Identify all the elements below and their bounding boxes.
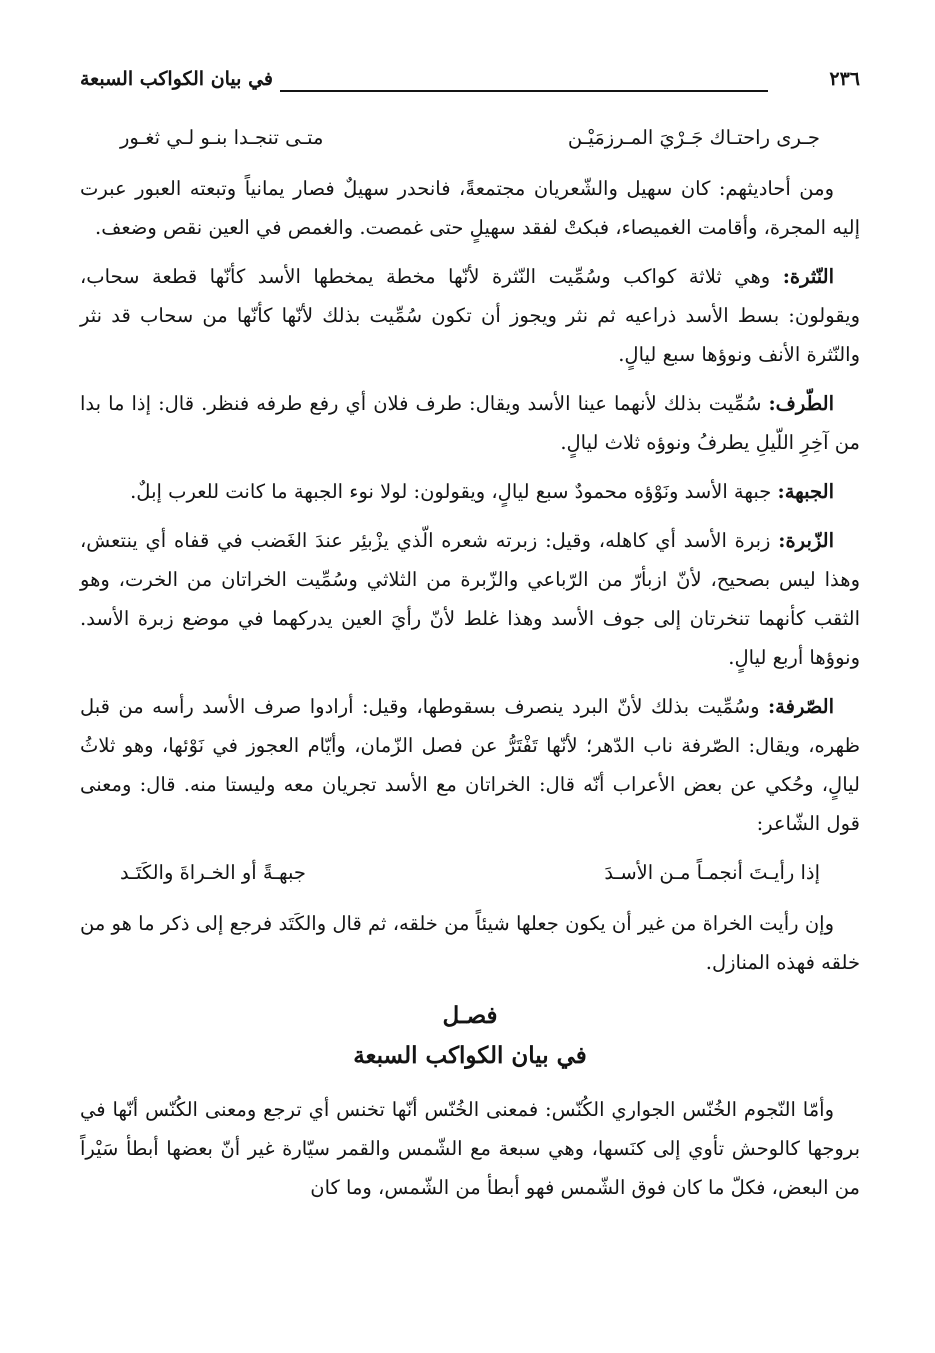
paragraph-khunnas: وأمّا النّجوم الخُنّس الجواري الكُنّس: فمعنى الخُنّس أنّها تخنس أي ترجع ومعنى الكُنّس أنّها في بروجها كالوحش تأوي إلى كنَسها، وهي سبعة مع الشّمس والقمر سيّارة غير أنّ بعضها أبطأ سَيْراً من البعض، فكلّ ما كان فوق الشّمس فهو أبطأ من الشّمس، وما كان (80, 1098, 860, 1199)
verse-2-second-hemistich: جبهـةً أو الخـراةَ والكَتَـد (120, 861, 306, 884)
section-subheading: في بيان الكواكب السبعة (353, 1042, 587, 1069)
header-rule (280, 90, 768, 92)
paragraph-nathra (80, 257, 860, 374)
paragraph-hadith: ومن أحاديثهم: كان سهيل والشّعريان مجتمعةً، فانحدر سهيلٌ فصار يمانياً وتبعته العبور عبرت إليه المجرة، وأقامت الغميصاء، فبكتْ لفقد سهيلٍ حتى غمصت. والغمص في العين نقص وضعف. (80, 177, 860, 239)
text-sarfa: وسُمِّيت بذلك لأنّ البرد ينصرف بسقوطها، وقيل: أرادوا صرف الأسد رأسه من قبل ظهره، ويقال: الصّرفة ناب الدّهر؛ لأنّها تَفْتَرُّ عن فصل الزّمان، وأيّام العجوز في نَوْئها، وهو ثلاثُ ليالٍ، وحُكي عن بعض الأعراب أنّه قال: الخراتان مع الأسد تجريان معه وليستا منه. قال: ومعنى قول الشّاعر: (80, 695, 860, 835)
paragraph-sarfa (80, 687, 860, 843)
term-nathra: النّثرة: (782, 265, 834, 288)
section-heading: فصـل (442, 1002, 498, 1029)
paragraph-khara: وإن رأيت الخراة من غير أن يكون جعلها شيئاً من خلقه، ثم قال والكَتَد فرجع إلى ذكر ما هو من خلقه فهذه المنازل. (80, 912, 860, 974)
verse-2-first-hemistich: إذا رأيـتَ أنجمـاً مـن الأسـدَ (604, 861, 820, 884)
text-tarf: سُمِّيت بذلك لأنهما عينا الأسد ويقال: طرف فلان أي رفع طرفه فنظر. قال: إذا ما بدا من آخِرِ اللّيلِ يطرفُ ونوؤه ثلاث ليالٍ. (80, 392, 860, 454)
term-sarfa: الصّرفة: (767, 695, 834, 718)
verse-1 (80, 118, 860, 157)
paragraph-zubra (80, 521, 860, 677)
verse-2 (80, 853, 860, 892)
text-nathra: وهي ثلاثة كواكب وسُمِّيت النّثرة لأنّها مخطة يمخطها الأسد كأنّها قطعة سحاب، ويقولون: بسط الأسد ذراعيه ثم نثر ويجوز أن تكون سُمِّيت بذلك لأنّها كأنّها من سحاب قد نثر والنّثرة الأنف ونوؤها سبع ليالٍ. (80, 265, 860, 366)
text-zubra: زبرة الأسد أي كاهله، وقيل: زبرته شعره الّذي يزْبئِر عندَ الغَضب في قفاه أي ينتعش، وهذا ليس بصحيح، لأنّ ازبأرّ من الرّباعي والزّبرة من الثلاثي وسُمِّيت الخراتان من الخرت، وهو الثقب كأنهما تنخرتان إلى جوف الأسد وهذا غلط لأنّ رأيَ العين يدركهما في موضع زبرة الأسد. ونوؤها أربع ليالٍ. (80, 529, 860, 669)
running-header (80, 68, 860, 98)
page-number: ٢٣٦ (829, 68, 860, 90)
term-tarf: الطّرف: (768, 392, 834, 415)
page-body (80, 118, 860, 1217)
verse-1-first-hemistich: جـرى راحتـاك جَـرْيَ المـرزمَيْـن (567, 126, 820, 149)
paragraph-jabha (80, 472, 860, 511)
running-title: في بيان الكواكب السبعة (80, 68, 273, 90)
text-jabha: جبهة الأسد ونَوْؤه محمودٌ سبع ليالٍ، ويقولون: لولا نوء الجبهة ما كانت للعرب إبلٌ. (130, 480, 778, 503)
term-zubra: الزّبرة: (778, 529, 834, 552)
term-jabha: الجبهة: (777, 480, 834, 503)
verse-1-second-hemistich: متـى تنجـدا بنـو لـي ثغـور (120, 126, 324, 149)
paragraph-tarf (80, 384, 860, 462)
